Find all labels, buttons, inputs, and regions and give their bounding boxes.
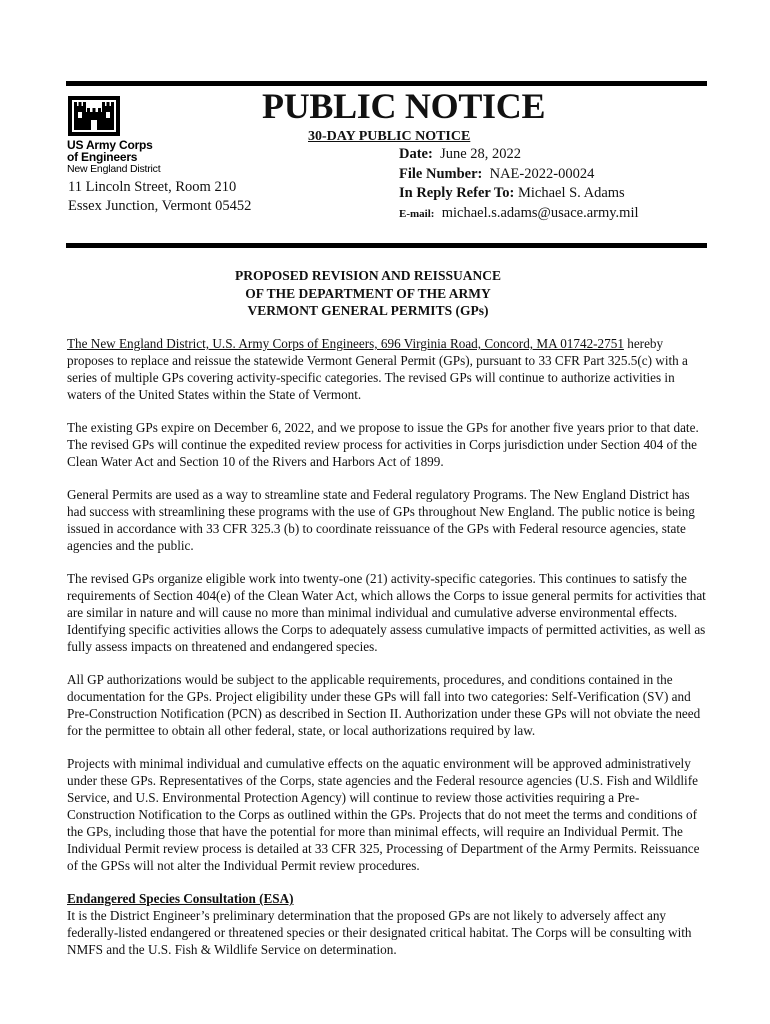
meta-file <box>399 165 639 185</box>
district-address: The New England District, U.S. Army Corps of Engineers, 696 Virginia Road, Concord, MA 01742-2751 <box>67 336 624 351</box>
org-line-3: New England District <box>67 163 161 175</box>
paragraph-intro <box>67 335 707 403</box>
reply-value: Michael S. Adams <box>517 185 625 201</box>
date-label: Date: <box>399 146 433 162</box>
esa-heading: Endangered Species Consultation (ESA) <box>67 891 294 906</box>
org-line-1: US Army Corps <box>67 138 153 152</box>
paragraph-general-permits: General Permits are used as a way to streamline state and Federal regulatory Programs. The New England District has had success with streamlining these programs with the use of GPs throughout New England. The public notice is being issued in accordance with 33 CFR 325.3 (b) to coordinate reissuance of the GPs with Federal resource agencies, state agencies and the public. <box>67 487 695 553</box>
file-value: NAE-2022-00024 <box>489 165 595 182</box>
org-line-2: of Engineers <box>67 150 138 164</box>
notice-meta <box>399 145 639 224</box>
intro-text: hereby proposes to replace and reissue the statewide Vermont General Permit (GPs), pursuant to 33 CFR Part 325.5(c) with a series of multiple GPs covering activity-specific categories. The revised GPs will continue to authorize activities in waters of the United States within the State of Vermont. <box>67 336 688 402</box>
heading-line-3: VERMONT GENERAL PERMITS (GPs) <box>247 303 489 318</box>
reply-label: In Reply Refer To: <box>399 185 515 201</box>
address-line-1: 11 Lincoln Street, Room 210 <box>68 179 237 195</box>
email-label: E-mail: <box>399 207 435 220</box>
meta-date <box>399 145 639 165</box>
paragraph-review: Projects with minimal individual and cumulative effects on the aquatic environment will be approved administratively under these GPs. Representatives of the Corps, state agencies and the Federal resource agencies (U.S. Fish and Wildlife Service, and U.S. Environmental Protection Agency) will continue to review those activities requiring a Pre-Construction Notification to the Corps as outlined within the GPs. Projects that do not meet the terms and conditions of the GPs, including those that have the potential for more than minimal effects, will require an Individual Permit. The Individual Permit review process is detailed at 33 CFR 325, Processing of Department of the Army Permits. Reissuance of the GPSs will not alter the Individual Permit review procedures. <box>67 756 700 873</box>
paragraph-categories: The revised GPs organize eligible work into twenty-one (21) activity-specific categories. This continues to satisfy the requirements of Section 404(e) of the Clean Water Act, which allows the Corps to issue general permits for activities that are similar in nature and will cause no more than minimal individual and cumulative adverse environmental effects. Identifying specific activities allows the Corps to adequately assess cumulative impacts of permitted activities, as well as fully assess impacts on threatened and endangered species. <box>67 571 706 654</box>
email-link[interactable]: michael.s.adams@usace.army.mil <box>441 204 639 221</box>
document-body <box>67 335 707 958</box>
heading-line-2: OF THE DEPARTMENT OF THE ARMY <box>245 285 491 301</box>
header-rule <box>66 243 707 248</box>
date-value: June 28, 2022 <box>440 146 522 162</box>
org-name <box>67 139 160 176</box>
office-address <box>68 178 251 216</box>
file-label: File Number: <box>399 165 483 182</box>
address-line-2: Essex Junction, Vermont 05452 <box>68 198 252 214</box>
paragraph-authorizations: All GP authorizations would be subject to the applicable requirements, procedures, and conditions contained in the documentation for the GPs. Project eligibility under these GPs will fall into two categories: Self-Verification (SV) and Pre-Construction Notification (PCN) as described in Section II. Authorization under these GPs will not obviate the need for the permittee to obtain all other federal, state, or local authorizations required by law. <box>67 672 701 738</box>
heading-line-1: PROPOSED REVISION AND REISSUANCE <box>235 268 501 283</box>
meta-reply <box>399 184 639 204</box>
esa-paragraph: It is the District Engineer’s preliminary determination that the proposed GPs are not likely to adversely affect any federally-listed endangered or threatened species or their designated critical habitat. The Corps will be consulting with NMFS and the U.S. Fish & Wildlife Service on determination. <box>67 908 692 957</box>
castle-icon <box>68 96 120 136</box>
paragraph-expiration: The existing GPs expire on December 6, 2022, and we propose to issue the GPs for another five years prior to that date. The revised GPs will continue the expedited review process for activities in Corps jurisdiction under Section 404 of the Clean Water Act and Section 10 of the Rivers and Harbors Act of 1899. <box>67 420 699 469</box>
notice-subtitle: 30-DAY PUBLIC NOTICE <box>308 129 471 144</box>
document-heading <box>66 267 670 320</box>
page-title: PUBLIC NOTICE <box>262 86 546 126</box>
meta-email <box>399 204 639 225</box>
